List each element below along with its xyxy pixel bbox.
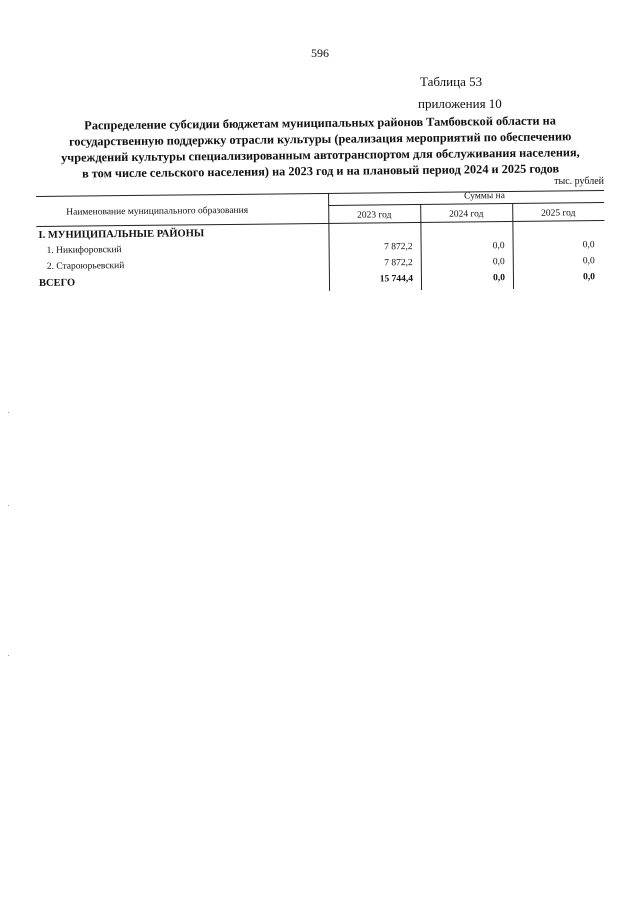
table-label: Таблица 53 — [420, 74, 483, 89]
title-line: государственную поддержку отрасли культуры (реализация мероприятий по обеспечению — [68, 129, 572, 149]
header-year-2023: 2023 год — [357, 210, 392, 221]
row-value-2025: 0,0 — [582, 256, 595, 267]
total-value-2023: 15 744,4 — [379, 274, 414, 285]
section-heading: I. МУНИЦИПАЛЬНЫЕ РАЙОНЫ — [38, 228, 205, 241]
document-title — [30, 112, 611, 182]
column-divider — [328, 193, 330, 291]
row-name: 2. Староюрьевский — [46, 261, 125, 272]
header-municipality-name: Наименование муниципального образования — [66, 205, 249, 218]
header-year-2025: 2025 год — [541, 208, 576, 219]
total-label: ВСЕГО — [38, 277, 76, 289]
scan-speck — [8, 505, 9, 506]
total-value-2024: 0,0 — [493, 273, 506, 284]
scan-speck — [8, 412, 9, 413]
header-divider — [328, 202, 604, 206]
row-name: 1. Никифоровский — [46, 245, 122, 256]
scan-speck — [8, 655, 9, 656]
title-line: Распределение субсидии бюджетам муниципальных районов Тамбовской области на — [84, 113, 556, 133]
page-number: 596 — [311, 46, 329, 60]
header-sums: Суммы на — [464, 191, 505, 202]
total-value-2025: 0,0 — [583, 272, 595, 283]
subsidy-table — [36, 184, 605, 294]
row-value-2023: 7 872,2 — [384, 258, 413, 269]
header-bottom-border — [36, 220, 604, 227]
row-value-2024: 0,0 — [492, 257, 505, 268]
appendix-label: приложения 10 — [418, 96, 502, 111]
title-line: в том числе сельского населения) на 2023 год и на плановый период 2024 и 2025 годов — [81, 161, 560, 181]
row-value-2024: 0,0 — [492, 241, 505, 252]
row-value-2023: 7 872,2 — [384, 242, 413, 253]
table-top-border — [36, 190, 604, 197]
header-year-2024: 2024 год — [449, 209, 484, 220]
row-value-2025: 0,0 — [582, 240, 595, 251]
units-label: тыс. рублей — [554, 176, 604, 187]
title-line: учреждений культуры специализированным автотранспортом для обслуживания населения, — [61, 145, 580, 165]
